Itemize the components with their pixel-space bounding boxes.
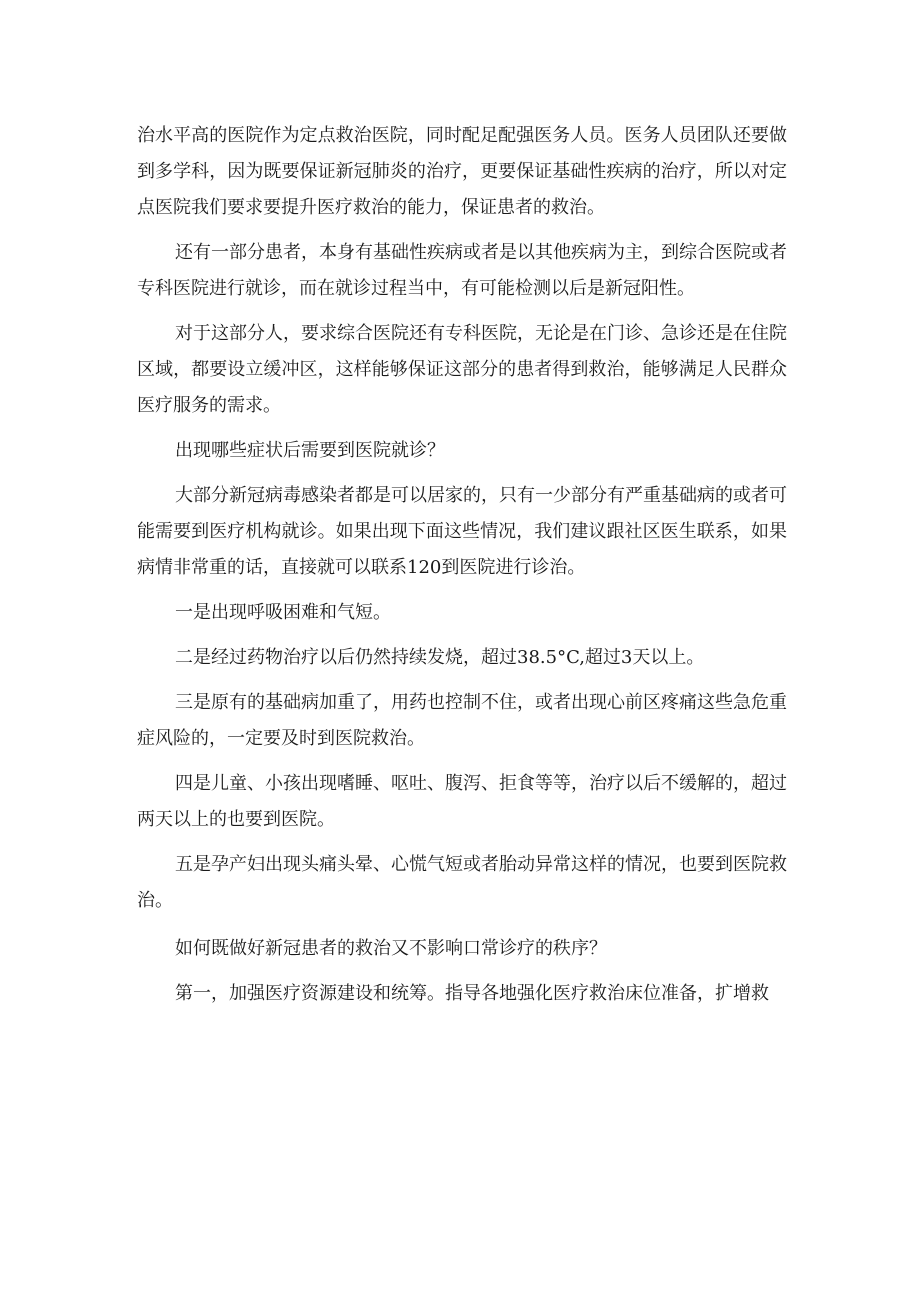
paragraph-continuation: 治水平高的医院作为定点救治医院，同时配足配强医务人员。医务人员团队还要做到多学科，因为既要保证新冠肺炎的治疗，更要保证基础性疾病的治疗，所以对定点医院我们要求要提升医疗救治的能力，保证患者的救治。	[137, 125, 787, 218]
paragraph-home-care: 大部分新冠病毒感染者都是可以居家的，只有一少部分有严重基础病的或者可能需要到医疗机构就诊。如果出现下面这些情况，我们建议跟社区医生联系，如果病情非常重的话，直接就可以联系120到医院进行诊治。	[137, 485, 787, 578]
paragraph-basic-disease-patients: 还有一部分患者，本身有基础性疾病或者是以其他疾病为主，到综合医院或者专科医院进行就诊，而在就诊过程当中，有可能检测以后是新冠阳性。	[137, 242, 787, 299]
list-item-fever: 二是经过药物治疗以后仍然持续发烧，超过38.5°C,超过3天以上。	[175, 647, 705, 668]
list-item-basic-disease: 三是原有的基础病加重了，用药也控制不住，或者出现心前区疼痛这些急危重症风险的，一定要及时到医院救治。	[137, 692, 787, 749]
paragraph-resources: 第一，加强医疗资源建设和统筹。指导各地强化医疗救治床位准备，扩增救	[175, 983, 769, 1004]
list-item-children: 四是儿童、小孩出现嗜睡、呕吐、腹泻、拒食等等，治疗以后不缓解的，超过两天以上的也要到医院。	[137, 773, 787, 830]
section-heading-symptoms: 出现哪些症状后需要到医院就诊？	[175, 440, 445, 461]
document-body	[137, 118, 787, 1012]
section-heading-order: 如何既做好新冠患者的救治又不影响口常诊疗的秩序？	[175, 938, 607, 959]
paragraph-buffer-zone: 对于这部分人，要求综合医院还有专科医院，无论是在门诊、急诊还是在住院区域，都要设立缓冲区，这样能够保证这部分的患者得到救治，能够满足人民群众医疗服务的需求。	[137, 323, 787, 416]
list-item-pregnant: 五是孕产妇出现头痛头晕、心慌气短或者胎动异常这样的情况，也要到医院救治。	[137, 854, 787, 911]
list-item-breathing: 一是出现呼吸困难和气短。	[175, 602, 391, 623]
